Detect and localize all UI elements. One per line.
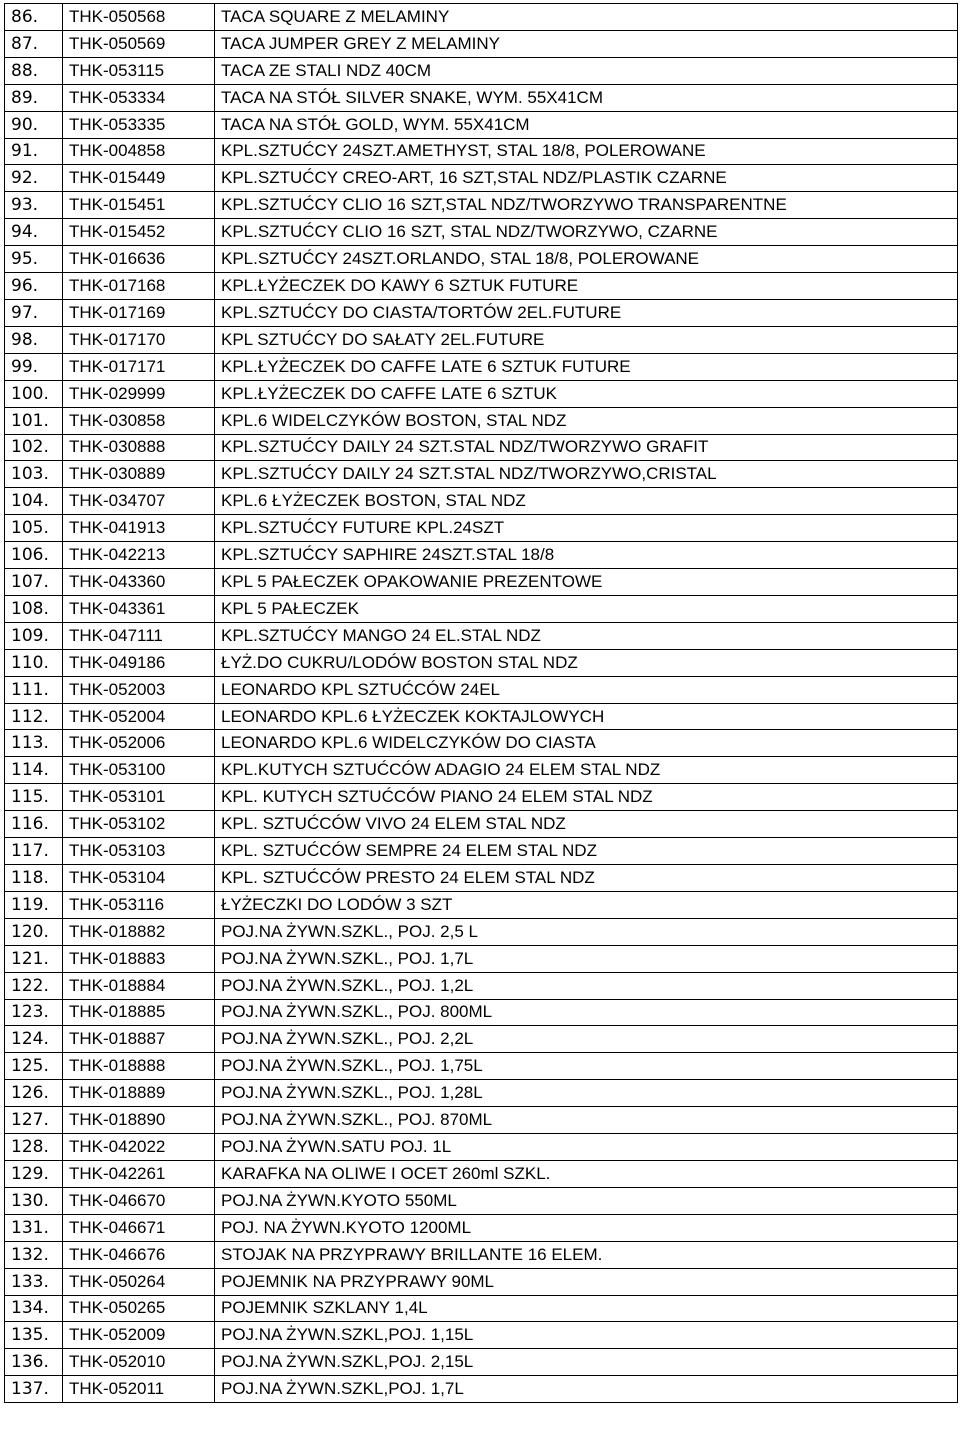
- table-row: [5, 999, 958, 1026]
- row-number: 112.: [5, 703, 63, 730]
- product-code: THK-018889: [63, 1080, 215, 1107]
- row-number: 100.: [5, 380, 63, 407]
- product-code: THK-029999: [63, 380, 215, 407]
- product-code: THK-015449: [63, 165, 215, 192]
- product-name: KPL.SZTUĆCY DAILY 24 SZT.STAL NDZ/TWORZYWO GRAFIT: [215, 434, 958, 461]
- product-name: KPL SZTUĆCY DO SAŁATY 2EL.FUTURE: [215, 326, 958, 353]
- product-name: KPL.6 ŁYŻECZEK BOSTON, STAL NDZ: [215, 488, 958, 515]
- product-name: POJ.NA ŻYWN.SZKL,POJ. 2,15L: [215, 1349, 958, 1376]
- product-name: POJEMNIK NA PRZYPRAWY 90ML: [215, 1268, 958, 1295]
- row-number: 90.: [5, 111, 63, 138]
- row-number: 109.: [5, 622, 63, 649]
- table-row: [5, 299, 958, 326]
- row-number: 111.: [5, 676, 63, 703]
- table-row: [5, 192, 958, 219]
- table-row: [5, 1295, 958, 1322]
- table-row: [5, 246, 958, 273]
- product-name: TACA NA STÓŁ SILVER SNAKE, WYM. 55X41CM: [215, 84, 958, 111]
- table-row: [5, 111, 958, 138]
- product-code: THK-052006: [63, 730, 215, 757]
- product-name: POJ.NA ŻYWN.SZKL,POJ. 1,15L: [215, 1322, 958, 1349]
- table-row: [5, 84, 958, 111]
- product-code: THK-030888: [63, 434, 215, 461]
- table-row: [5, 1134, 958, 1161]
- product-code: THK-042022: [63, 1134, 215, 1161]
- product-code: THK-050569: [63, 30, 215, 57]
- table-row: [5, 4, 958, 31]
- row-number: 123.: [5, 999, 63, 1026]
- product-name: TACA NA STÓŁ GOLD, WYM. 55X41CM: [215, 111, 958, 138]
- table-row: [5, 972, 958, 999]
- row-number: 91.: [5, 138, 63, 165]
- table-row: [5, 1268, 958, 1295]
- product-code: THK-047111: [63, 622, 215, 649]
- product-code: THK-053101: [63, 784, 215, 811]
- row-number: 86.: [5, 4, 63, 31]
- row-number: 108.: [5, 595, 63, 622]
- table-row: [5, 1349, 958, 1376]
- row-number: 93.: [5, 192, 63, 219]
- product-name: TACA SQUARE Z MELAMINY: [215, 4, 958, 31]
- row-number: 137.: [5, 1376, 63, 1403]
- product-code: THK-042261: [63, 1160, 215, 1187]
- product-code: THK-017171: [63, 353, 215, 380]
- product-name: POJ.NA ŻYWN.SZKL., POJ. 1,75L: [215, 1053, 958, 1080]
- product-name: KPL.SZTUĆCY CLIO 16 SZT,STAL NDZ/TWORZYWO TRANSPARENTNE: [215, 192, 958, 219]
- row-number: 105.: [5, 515, 63, 542]
- product-code: THK-018888: [63, 1053, 215, 1080]
- product-name: KPL.ŁYŻECZEK DO CAFFE LATE 6 SZTUK FUTURE: [215, 353, 958, 380]
- table-row: [5, 730, 958, 757]
- table-row: [5, 569, 958, 596]
- product-code: THK-053116: [63, 891, 215, 918]
- product-code: THK-016636: [63, 246, 215, 273]
- product-name: POJ.NA ŻYWN.SZKL., POJ. 2,5 L: [215, 918, 958, 945]
- row-number: 134.: [5, 1295, 63, 1322]
- table-row: [5, 515, 958, 542]
- product-code: THK-018883: [63, 945, 215, 972]
- table-row: [5, 57, 958, 84]
- row-number: 94.: [5, 219, 63, 246]
- product-code: THK-050265: [63, 1295, 215, 1322]
- product-name: POJ.NA ŻYWN.SZKL., POJ. 1,2L: [215, 972, 958, 999]
- table-row: [5, 918, 958, 945]
- product-name: KPL.SZTUĆCY CREO-ART, 16 SZT,STAL NDZ/PLASTIK CZARNE: [215, 165, 958, 192]
- product-name: KPL 5 PAŁECZEK: [215, 595, 958, 622]
- row-number: 127.: [5, 1107, 63, 1134]
- row-number: 120.: [5, 918, 63, 945]
- product-name: KPL.SZTUĆCY FUTURE KPL.24SZT: [215, 515, 958, 542]
- product-code: THK-049186: [63, 649, 215, 676]
- table-row: [5, 380, 958, 407]
- table-row: [5, 461, 958, 488]
- product-code: THK-018885: [63, 999, 215, 1026]
- row-number: 129.: [5, 1160, 63, 1187]
- product-code: THK-042213: [63, 542, 215, 569]
- product-code: THK-017169: [63, 299, 215, 326]
- row-number: 97.: [5, 299, 63, 326]
- table-row: [5, 1214, 958, 1241]
- product-name: KPL. SZTUĆCÓW VIVO 24 ELEM STAL NDZ: [215, 811, 958, 838]
- row-number: 106.: [5, 542, 63, 569]
- row-number: 121.: [5, 945, 63, 972]
- table-row: [5, 1026, 958, 1053]
- product-name: POJ.NA ŻYWN.SZKL., POJ. 800ML: [215, 999, 958, 1026]
- product-code: THK-046670: [63, 1187, 215, 1214]
- product-code: THK-017170: [63, 326, 215, 353]
- product-name: KPL.SZTUĆCY MANGO 24 EL.STAL NDZ: [215, 622, 958, 649]
- product-name: LEONARDO KPL.6 ŁYŻECZEK KOKTAJLOWYCH: [215, 703, 958, 730]
- row-number: 110.: [5, 649, 63, 676]
- product-code: THK-041913: [63, 515, 215, 542]
- row-number: 95.: [5, 246, 63, 273]
- table-row: [5, 838, 958, 865]
- row-number: 98.: [5, 326, 63, 353]
- row-number: 107.: [5, 569, 63, 596]
- row-number: 101.: [5, 407, 63, 434]
- table-row: [5, 811, 958, 838]
- product-name: KPL.SZTUĆCY DO CIASTA/TORTÓW 2EL.FUTURE: [215, 299, 958, 326]
- row-number: 122.: [5, 972, 63, 999]
- row-number: 126.: [5, 1080, 63, 1107]
- row-number: 115.: [5, 784, 63, 811]
- product-name: KPL. SZTUĆCÓW PRESTO 24 ELEM STAL NDZ: [215, 865, 958, 892]
- table-row: [5, 784, 958, 811]
- product-code: THK-053115: [63, 57, 215, 84]
- product-code: THK-018887: [63, 1026, 215, 1053]
- row-number: 104.: [5, 488, 63, 515]
- product-name: LEONARDO KPL SZTUĆCÓW 24EL: [215, 676, 958, 703]
- product-name: KPL 5 PAŁECZEK OPAKOWANIE PREZENTOWE: [215, 569, 958, 596]
- table-row: [5, 219, 958, 246]
- product-table-body: [5, 4, 958, 1403]
- table-row: [5, 622, 958, 649]
- product-code: THK-050568: [63, 4, 215, 31]
- row-number: 87.: [5, 30, 63, 57]
- table-row: [5, 1053, 958, 1080]
- table-row: [5, 488, 958, 515]
- table-row: [5, 1187, 958, 1214]
- row-number: 124.: [5, 1026, 63, 1053]
- row-number: 99.: [5, 353, 63, 380]
- table-row: [5, 1160, 958, 1187]
- product-name: POJEMNIK SZKLANY 1,4L: [215, 1295, 958, 1322]
- table-row: [5, 326, 958, 353]
- product-code: THK-053103: [63, 838, 215, 865]
- product-name: POJ.NA ŻYWN.SZKL., POJ. 870ML: [215, 1107, 958, 1134]
- row-number: 132.: [5, 1241, 63, 1268]
- table-row: [5, 434, 958, 461]
- product-code: THK-017168: [63, 273, 215, 300]
- product-name: STOJAK NA PRZYPRAWY BRILLANTE 16 ELEM.: [215, 1241, 958, 1268]
- row-number: 116.: [5, 811, 63, 838]
- table-row: [5, 1107, 958, 1134]
- table-row: [5, 649, 958, 676]
- product-name: KPL.SZTUĆCY CLIO 16 SZT, STAL NDZ/TWORZYWO, CZARNE: [215, 219, 958, 246]
- table-row: [5, 165, 958, 192]
- product-code: THK-004858: [63, 138, 215, 165]
- row-number: 119.: [5, 891, 63, 918]
- row-number: 133.: [5, 1268, 63, 1295]
- table-row: [5, 945, 958, 972]
- product-name: KARAFKA NA OLIWE I OCET 260ml SZKL.: [215, 1160, 958, 1187]
- product-code: THK-052004: [63, 703, 215, 730]
- row-number: 135.: [5, 1322, 63, 1349]
- table-row: [5, 407, 958, 434]
- table-row: [5, 757, 958, 784]
- product-code: THK-034707: [63, 488, 215, 515]
- table-row: [5, 30, 958, 57]
- table-row: [5, 138, 958, 165]
- product-code: THK-052010: [63, 1349, 215, 1376]
- table-row: [5, 1080, 958, 1107]
- product-name: KPL.SZTUĆCY DAILY 24 SZT.STAL NDZ/TWORZYWO,CRISTAL: [215, 461, 958, 488]
- product-name: POJ.NA ŻYWN.SZKL., POJ. 1,28L: [215, 1080, 958, 1107]
- product-name: KPL.KUTYCH SZTUĆCÓW ADAGIO 24 ELEM STAL NDZ: [215, 757, 958, 784]
- row-number: 96.: [5, 273, 63, 300]
- product-code: THK-053334: [63, 84, 215, 111]
- table-row: [5, 676, 958, 703]
- product-name: KPL.6 WIDELCZYKÓW BOSTON, STAL NDZ: [215, 407, 958, 434]
- product-name: POJ. NA ŻYWN.KYOTO 1200ML: [215, 1214, 958, 1241]
- row-number: 117.: [5, 838, 63, 865]
- table-row: [5, 542, 958, 569]
- row-number: 102.: [5, 434, 63, 461]
- row-number: 125.: [5, 1053, 63, 1080]
- product-code: THK-043361: [63, 595, 215, 622]
- product-code: THK-046671: [63, 1214, 215, 1241]
- row-number: 88.: [5, 57, 63, 84]
- product-code: THK-043360: [63, 569, 215, 596]
- table-row: [5, 273, 958, 300]
- product-name: TACA ZE STALI NDZ 40CM: [215, 57, 958, 84]
- product-code: THK-015452: [63, 219, 215, 246]
- product-name: TACA JUMPER GREY Z MELAMINY: [215, 30, 958, 57]
- row-number: 114.: [5, 757, 63, 784]
- product-code: THK-053335: [63, 111, 215, 138]
- product-name: KPL.SZTUĆCY 24SZT.AMETHYST, STAL 18/8, POLEROWANE: [215, 138, 958, 165]
- row-number: 128.: [5, 1134, 63, 1161]
- table-row: [5, 703, 958, 730]
- product-name: KPL. KUTYCH SZTUĆCÓW PIANO 24 ELEM STAL NDZ: [215, 784, 958, 811]
- product-code: THK-030889: [63, 461, 215, 488]
- product-name: POJ.NA ŻYWN.KYOTO 550ML: [215, 1187, 958, 1214]
- product-name: LEONARDO KPL.6 WIDELCZYKÓW DO CIASTA: [215, 730, 958, 757]
- row-number: 92.: [5, 165, 63, 192]
- product-code: THK-052011: [63, 1376, 215, 1403]
- product-code: THK-053102: [63, 811, 215, 838]
- product-name: POJ.NA ŻYWN.SZKL., POJ. 2,2L: [215, 1026, 958, 1053]
- row-number: 113.: [5, 730, 63, 757]
- product-name: POJ.NA ŻYWN.SZKL., POJ. 1,7L: [215, 945, 958, 972]
- product-code: THK-015451: [63, 192, 215, 219]
- row-number: 130.: [5, 1187, 63, 1214]
- product-name: ŁYŻ.DO CUKRU/LODÓW BOSTON STAL NDZ: [215, 649, 958, 676]
- product-table: [4, 3, 958, 1403]
- product-name: KPL.SZTUĆCY SAPHIRE 24SZT.STAL 18/8: [215, 542, 958, 569]
- table-row: [5, 595, 958, 622]
- product-name: POJ.NA ŻYWN.SZKL,POJ. 1,7L: [215, 1376, 958, 1403]
- product-code: THK-053100: [63, 757, 215, 784]
- product-code: THK-030858: [63, 407, 215, 434]
- row-number: 89.: [5, 84, 63, 111]
- table-row: [5, 353, 958, 380]
- table-row: [5, 1322, 958, 1349]
- row-number: 131.: [5, 1214, 63, 1241]
- table-row: [5, 891, 958, 918]
- table-row: [5, 1241, 958, 1268]
- product-name: KPL. SZTUĆCÓW SEMPRE 24 ELEM STAL NDZ: [215, 838, 958, 865]
- product-code: THK-052003: [63, 676, 215, 703]
- product-code: THK-052009: [63, 1322, 215, 1349]
- product-name: ŁYŻECZKI DO LODÓW 3 SZT: [215, 891, 958, 918]
- row-number: 118.: [5, 865, 63, 892]
- product-name: KPL.ŁYŻECZEK DO CAFFE LATE 6 SZTUK: [215, 380, 958, 407]
- row-number: 103.: [5, 461, 63, 488]
- product-name: POJ.NA ŻYWN.SATU POJ. 1L: [215, 1134, 958, 1161]
- table-row: [5, 865, 958, 892]
- product-name: KPL.ŁYŻECZEK DO KAWY 6 SZTUK FUTURE: [215, 273, 958, 300]
- product-code: THK-050264: [63, 1268, 215, 1295]
- row-number: 136.: [5, 1349, 63, 1376]
- table-row: [5, 1376, 958, 1403]
- product-code: THK-018890: [63, 1107, 215, 1134]
- product-code: THK-046676: [63, 1241, 215, 1268]
- product-name: KPL.SZTUĆCY 24SZT.ORLANDO, STAL 18/8, POLEROWANE: [215, 246, 958, 273]
- product-code: THK-053104: [63, 865, 215, 892]
- product-code: THK-018882: [63, 918, 215, 945]
- product-code: THK-018884: [63, 972, 215, 999]
